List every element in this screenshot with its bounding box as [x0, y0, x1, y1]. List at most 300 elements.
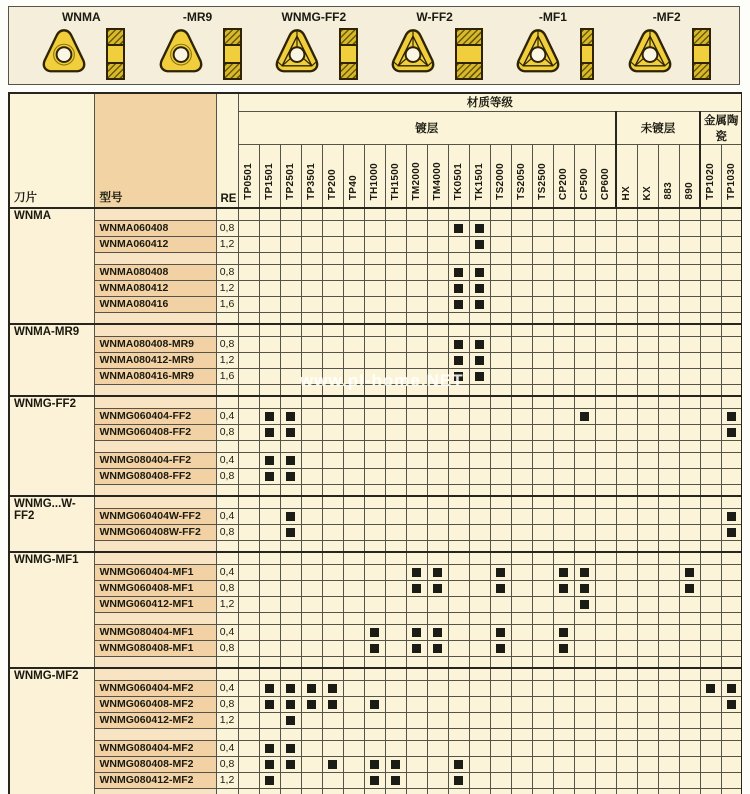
- grade-cell-tp3501: [301, 208, 322, 220]
- spacer-row: [9, 252, 742, 264]
- grade-cell-hx: [616, 564, 637, 580]
- grade-cell-tk0501: [448, 552, 469, 564]
- grade-cell-ts2050: [511, 552, 532, 564]
- grade-cell-tp200: [322, 756, 343, 772]
- grade-cell-tp1030: [721, 296, 742, 312]
- grade-cell-tp200: [322, 452, 343, 468]
- grade-cell-th1500: [385, 352, 406, 368]
- grade-cell-tm4000: [427, 468, 448, 484]
- grade-cell-ts2050: [511, 680, 532, 696]
- grade-cell-tp1020: [700, 496, 721, 508]
- grade-cell-ts2000: [490, 220, 511, 236]
- grade-cell-tk0501: [448, 508, 469, 524]
- grade-cell-ts2000: [490, 336, 511, 352]
- grade-cell-ts2050: [511, 264, 532, 280]
- grade-cell-tp1020: [700, 564, 721, 580]
- grade-cell-tp3501: [301, 772, 322, 788]
- side-mid: [457, 44, 481, 64]
- insert-side-view-icon: [106, 28, 125, 80]
- grade-cell-tk1501: [469, 728, 490, 740]
- grade-cell-cp200: [553, 772, 574, 788]
- grade-cell-ts2050: [511, 728, 532, 740]
- model-cell-empty: [94, 552, 216, 564]
- grade-cell-kx: [637, 580, 658, 596]
- grade-cell-883: [658, 580, 679, 596]
- grade-cell-cp600: [595, 352, 616, 368]
- grade-cell-cp600: [595, 368, 616, 384]
- grade-cell-tp1501: [259, 508, 280, 524]
- grade-cell-tp1501: [259, 452, 280, 468]
- grade-cell-tp2501: [280, 772, 301, 788]
- grade-cell-tk1501: [469, 484, 490, 496]
- availability-mark: [454, 300, 463, 309]
- grade-cell-tp1030: [721, 324, 742, 336]
- insert-views: [386, 26, 483, 81]
- grade-cell-th1500: [385, 640, 406, 656]
- grade-cell-tp3501: [301, 280, 322, 296]
- grade-cell-cp600: [595, 424, 616, 440]
- grade-cell-hx: [616, 496, 637, 508]
- grade-cell-tp2501: [280, 680, 301, 696]
- grade-cell-ts2050: [511, 312, 532, 324]
- grade-cell-th1500: [385, 728, 406, 740]
- col-header-grade-tp2501: [280, 144, 301, 208]
- grade-cell-tp1030: [721, 440, 742, 452]
- grade-cell-890: [679, 280, 700, 296]
- grade-cell-kx: [637, 728, 658, 740]
- grade-cell-tp200: [322, 496, 343, 508]
- grade-cell-tp1030: [721, 596, 742, 612]
- grade-cell-tp1501: [259, 772, 280, 788]
- insert-preview-wnma: [37, 10, 125, 81]
- insert-top-view-icon: [154, 26, 208, 81]
- grade-cell-ts2050: [511, 440, 532, 452]
- grade-cell-cp500: [574, 564, 595, 580]
- grade-cell-cp500: [574, 496, 595, 508]
- grade-cell-th1500: [385, 220, 406, 236]
- grade-cell-ts2050: [511, 540, 532, 552]
- grade-cell-tm2000: [406, 424, 427, 440]
- grade-cell-hx: [616, 408, 637, 424]
- re-cell: [216, 788, 238, 794]
- grade-cell-kx: [637, 452, 658, 468]
- grade-cell-ts2050: [511, 696, 532, 712]
- grade-cell-tp1030: [721, 424, 742, 440]
- grade-cell-th1000: [364, 208, 385, 220]
- grade-cell-kx: [637, 656, 658, 668]
- grade-cell-tm2000: [406, 624, 427, 640]
- grade-cell-883: [658, 596, 679, 612]
- grade-cell-tp1030: [721, 552, 742, 564]
- grade-cell-cp200: [553, 508, 574, 524]
- grade-cell-tm2000: [406, 612, 427, 624]
- grade-cell-th1500: [385, 740, 406, 756]
- grade-cell-tp1020: [700, 384, 721, 396]
- grade-cell-890: [679, 756, 700, 772]
- grade-cell-tp1020: [700, 728, 721, 740]
- grade-cell-tp2501: [280, 496, 301, 508]
- grade-cell-th1000: [364, 612, 385, 624]
- model-cell: WNMG060404W-FF2: [94, 508, 216, 524]
- grade-cell-hx: [616, 552, 637, 564]
- grade-cell-cp600: [595, 680, 616, 696]
- grade-cell-tp0501: [238, 468, 259, 484]
- grade-cell-ts2050: [511, 452, 532, 468]
- grade-cell-cp600: [595, 540, 616, 552]
- grade-cell-cp600: [595, 324, 616, 336]
- grade-cell-cp500: [574, 324, 595, 336]
- grade-cell-tp1030: [721, 368, 742, 384]
- availability-mark: [412, 644, 421, 653]
- grade-cell-tk1501: [469, 252, 490, 264]
- grade-cell-tp40: [343, 236, 364, 252]
- grades-table-header: [9, 93, 742, 208]
- grade-cell-tm2000: [406, 728, 427, 740]
- re-cell: [216, 552, 238, 564]
- col-header-grade-th1500: [385, 144, 406, 208]
- grade-cell-tp1030: [721, 508, 742, 524]
- grade-cell-ts2000: [490, 696, 511, 712]
- availability-mark: [496, 628, 505, 637]
- grade-cell-tp2501: [280, 668, 301, 680]
- grade-cell-tp1501: [259, 612, 280, 624]
- grade-cell-tk0501: [448, 564, 469, 580]
- grade-cell-tp200: [322, 252, 343, 264]
- grade-cell-tp0501: [238, 668, 259, 680]
- re-cell: 1,2: [216, 712, 238, 728]
- grade-cell-tp3501: [301, 336, 322, 352]
- grade-cell-883: [658, 696, 679, 712]
- re-cell: 0,4: [216, 408, 238, 424]
- model-cell: WNMG060408W-FF2: [94, 524, 216, 540]
- grade-cell-tk0501: [448, 484, 469, 496]
- grade-cell-tp1030: [721, 624, 742, 640]
- grade-cell-cp500: [574, 384, 595, 396]
- grade-cell-tp40: [343, 208, 364, 220]
- grade-cell-tp3501: [301, 468, 322, 484]
- model-cell: WNMG080404-MF1: [94, 624, 216, 640]
- grade-cell-ts2500: [532, 468, 553, 484]
- model-cell-empty: [94, 540, 216, 552]
- availability-mark: [286, 700, 295, 709]
- grade-cell-tm4000: [427, 756, 448, 772]
- grade-cell-ts2500: [532, 772, 553, 788]
- grade-cell-tp40: [343, 408, 364, 424]
- grade-cell-tp1030: [721, 524, 742, 540]
- grade-cell-tp1501: [259, 740, 280, 756]
- grade-cell-890: [679, 596, 700, 612]
- grade-cell-ts2050: [511, 252, 532, 264]
- grade-cell-883: [658, 424, 679, 440]
- grade-cell-tp1501: [259, 640, 280, 656]
- grade-cell-ts2000: [490, 384, 511, 396]
- grade-cell-tk1501: [469, 496, 490, 508]
- grade-cell-tp2501: [280, 368, 301, 384]
- grade-cell-kx: [637, 540, 658, 552]
- grade-cell-tp3501: [301, 384, 322, 396]
- grade-cell-tm2000: [406, 440, 427, 452]
- availability-mark: [559, 644, 568, 653]
- grade-cell-tm4000: [427, 440, 448, 452]
- grade-cell-th1500: [385, 264, 406, 280]
- grade-cell-tp1501: [259, 564, 280, 580]
- grade-cell-tp1030: [721, 496, 742, 508]
- grade-cell-890: [679, 624, 700, 640]
- grade-cell-tk1501: [469, 336, 490, 352]
- grade-cell-tm4000: [427, 612, 448, 624]
- grade-cell-tp1501: [259, 264, 280, 280]
- insert-preview-mr9: [154, 10, 242, 81]
- grade-cell-tk1501: [469, 640, 490, 656]
- grade-cell-cp500: [574, 740, 595, 756]
- availability-mark: [286, 428, 295, 437]
- grade-cell-kx: [637, 468, 658, 484]
- watermark: www.pl-home.NET: [300, 371, 464, 390]
- grade-cell-kx: [637, 564, 658, 580]
- grade-label: TM4000: [432, 161, 443, 200]
- grade-cell-tp200: [322, 264, 343, 280]
- model-cell-empty: [94, 728, 216, 740]
- grade-cell-cp200: [553, 440, 574, 452]
- grade-cell-tp0501: [238, 788, 259, 794]
- grade-cell-tk1501: [469, 396, 490, 408]
- grade-cell-tp1501: [259, 624, 280, 640]
- grade-cell-tp1030: [721, 484, 742, 496]
- grade-cell-tp3501: [301, 264, 322, 280]
- availability-mark: [454, 224, 463, 233]
- grade-cell-ts2000: [490, 496, 511, 508]
- grade-cell-ts2500: [532, 264, 553, 280]
- grade-cell-th1500: [385, 252, 406, 264]
- grade-cell-tm2000: [406, 296, 427, 312]
- grade-cell-890: [679, 540, 700, 552]
- grade-cell-th1500: [385, 756, 406, 772]
- grade-cell-tp0501: [238, 368, 259, 384]
- re-cell: 1,2: [216, 772, 238, 788]
- grade-cell-tp3501: [301, 368, 322, 384]
- grade-cell-cp200: [553, 788, 574, 794]
- grade-cell-th1000: [364, 712, 385, 728]
- grade-cell-ts2500: [532, 208, 553, 220]
- re-cell: 0,8: [216, 468, 238, 484]
- grade-cell-tk1501: [469, 424, 490, 440]
- availability-mark: [433, 628, 442, 637]
- grade-cell-tk1501: [469, 352, 490, 368]
- grade-cell-tk0501: [448, 324, 469, 336]
- col-header-grade-tp1030: [721, 144, 742, 208]
- grade-cell-tp2501: [280, 596, 301, 612]
- grade-cell-th1500: [385, 596, 406, 612]
- availability-mark: [475, 284, 484, 293]
- grade-cell-883: [658, 324, 679, 336]
- re-cell: [216, 324, 238, 336]
- grade-cell-tp40: [343, 756, 364, 772]
- grade-cell-890: [679, 580, 700, 596]
- grade-cell-cp600: [595, 564, 616, 580]
- grade-cell-tp40: [343, 564, 364, 580]
- grade-cell-tk0501: [448, 452, 469, 468]
- side-hatch-bottom: [582, 64, 592, 78]
- model-cell: WNMA080412-MR9: [94, 352, 216, 368]
- side-mid: [341, 44, 356, 64]
- grade-cell-tm2000: [406, 208, 427, 220]
- side-hatch-top: [108, 30, 123, 44]
- grade-cell-tp0501: [238, 540, 259, 552]
- grade-cell-cp200: [553, 336, 574, 352]
- grade-cell-tp1501: [259, 296, 280, 312]
- grade-cell-tm4000: [427, 484, 448, 496]
- grade-cell-tm2000: [406, 552, 427, 564]
- grade-cell-tk1501: [469, 740, 490, 756]
- model-cell: WNMA080416-MR9: [94, 368, 216, 384]
- grade-cell-cp200: [553, 564, 574, 580]
- grade-cell-cp600: [595, 668, 616, 680]
- spacer-row: [9, 656, 742, 668]
- grade-cell-ts2500: [532, 712, 553, 728]
- availability-mark: [286, 528, 295, 537]
- header-row-top: [9, 93, 742, 111]
- grade-cell-tp200: [322, 484, 343, 496]
- grade-cell-tk0501: [448, 280, 469, 296]
- grade-cell-tm4000: [427, 396, 448, 408]
- grade-cell-tk1501: [469, 524, 490, 540]
- grade-cell-tp40: [343, 772, 364, 788]
- row-wnma060408: [9, 220, 742, 236]
- row-wnmg060408-mf2: [9, 696, 742, 712]
- grade-cell-cp600: [595, 696, 616, 712]
- grade-cell-tp1020: [700, 740, 721, 756]
- grade-cell-tm4000: [427, 424, 448, 440]
- grade-cell-tp0501: [238, 280, 259, 296]
- grade-cell-ts2000: [490, 264, 511, 280]
- grade-cell-ts2000: [490, 580, 511, 596]
- grade-cell-tp3501: [301, 756, 322, 772]
- re-cell: 0,4: [216, 740, 238, 756]
- grade-cell-tp1501: [259, 252, 280, 264]
- grade-cell-tk1501: [469, 680, 490, 696]
- grade-cell-ts2000: [490, 564, 511, 580]
- grade-cell-cp200: [553, 756, 574, 772]
- grade-cell-th1000: [364, 468, 385, 484]
- grade-cell-tp40: [343, 580, 364, 596]
- grade-cell-th1000: [364, 728, 385, 740]
- grade-cell-tp1020: [700, 208, 721, 220]
- grade-cell-tp1030: [721, 772, 742, 788]
- grade-cell-hx: [616, 296, 637, 312]
- grade-cell-cp200: [553, 712, 574, 728]
- grade-cell-tk1501: [469, 596, 490, 612]
- grade-cell-tm4000: [427, 656, 448, 668]
- grade-cell-ts2500: [532, 524, 553, 540]
- grade-cell-883: [658, 208, 679, 220]
- grade-label: TK1501: [474, 162, 485, 200]
- grade-cell-tp0501: [238, 208, 259, 220]
- grade-cell-883: [658, 336, 679, 352]
- grade-label: TP1030: [725, 163, 737, 200]
- spacer-row: [9, 484, 742, 496]
- grade-cell-tm2000: [406, 668, 427, 680]
- model-cell: WNMG080408-MF1: [94, 640, 216, 656]
- grade-cell-tp1501: [259, 468, 280, 484]
- grade-cell-tp2501: [280, 452, 301, 468]
- grade-cell-kx: [637, 484, 658, 496]
- grade-cell-tp1020: [700, 552, 721, 564]
- grade-label: KX: [642, 185, 653, 200]
- grade-cell-cp600: [595, 280, 616, 296]
- grade-cell-ts2000: [490, 208, 511, 220]
- grade-cell-883: [658, 656, 679, 668]
- grade-cell-tm2000: [406, 236, 427, 252]
- grade-cell-890: [679, 220, 700, 236]
- row-wnmg080408-ff2: [9, 468, 742, 484]
- row-wnmg060404-ff2: [9, 408, 742, 424]
- grade-cell-tp200: [322, 236, 343, 252]
- grade-cell-cp200: [553, 352, 574, 368]
- grade-cell-tp1030: [721, 264, 742, 280]
- grade-cell-tp0501: [238, 312, 259, 324]
- grade-cell-tp1020: [700, 324, 721, 336]
- grade-cell-ts2050: [511, 640, 532, 656]
- grade-cell-tp3501: [301, 596, 322, 612]
- grade-cell-cp200: [553, 236, 574, 252]
- grade-label: TH1500: [390, 162, 401, 200]
- grade-cell-tp0501: [238, 236, 259, 252]
- row-wnmg080408-mf1: [9, 640, 742, 656]
- grade-cell-ts2500: [532, 312, 553, 324]
- grade-cell-th1000: [364, 496, 385, 508]
- grade-cell-tk0501: [448, 624, 469, 640]
- grade-cell-th1000: [364, 408, 385, 424]
- grade-cell-cp600: [595, 788, 616, 794]
- model-cell-empty: [94, 252, 216, 264]
- grade-cell-hx: [616, 596, 637, 612]
- row-wnmg080404-ff2: [9, 452, 742, 468]
- grade-cell-tp0501: [238, 740, 259, 756]
- grade-cell-tk1501: [469, 296, 490, 312]
- grade-cell-tk0501: [448, 368, 469, 384]
- insert-side-view-icon: [580, 28, 594, 80]
- grade-cell-tp200: [322, 384, 343, 396]
- group-label-wnma: WNMA: [9, 208, 94, 324]
- col-header-grade-ts2500: [532, 144, 553, 208]
- grade-cell-kx: [637, 220, 658, 236]
- grade-cell-th1500: [385, 452, 406, 468]
- grade-cell-cp600: [595, 452, 616, 468]
- grade-cell-th1000: [364, 280, 385, 296]
- grade-cell-tk0501: [448, 580, 469, 596]
- grade-cell-890: [679, 772, 700, 788]
- grade-cell-tm2000: [406, 484, 427, 496]
- spacer-row: [9, 788, 742, 794]
- availability-mark: [454, 268, 463, 277]
- grade-cell-tk1501: [469, 312, 490, 324]
- grade-cell-tp1020: [700, 220, 721, 236]
- grade-cell-tp1030: [721, 564, 742, 580]
- availability-mark: [433, 568, 442, 577]
- model-cell-empty: [94, 396, 216, 408]
- grade-cell-ts2000: [490, 656, 511, 668]
- grade-cell-hx: [616, 580, 637, 596]
- availability-mark: [454, 356, 463, 365]
- group-label-wnmg-ff2: WNMG-FF2: [9, 396, 94, 496]
- grade-cell-th1500: [385, 468, 406, 484]
- grade-cell-ts2050: [511, 352, 532, 368]
- availability-mark: [286, 716, 295, 725]
- grade-cell-tp1020: [700, 656, 721, 668]
- grade-cell-tm4000: [427, 624, 448, 640]
- grade-cell-tp2501: [280, 408, 301, 424]
- grade-cell-ts2050: [511, 596, 532, 612]
